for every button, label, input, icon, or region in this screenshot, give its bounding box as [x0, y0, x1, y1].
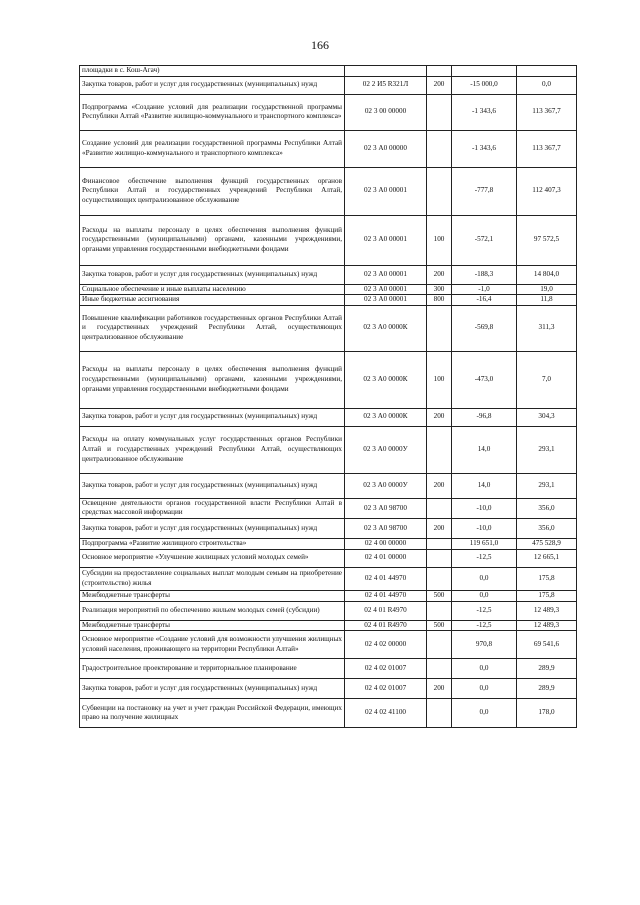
row-vr-code-cell: [427, 66, 452, 77]
table-row: [80, 295, 577, 306]
table-row: [80, 659, 577, 679]
table-row: [80, 631, 577, 659]
row-total-amount-cell: 289,9: [517, 679, 577, 699]
row-name-cell: Подпрограмма «Создание условий для реализации государственной программы Республики Алтай «Развитие жилищно-коммунального и транспортного комплекса»: [80, 94, 345, 130]
row-csr-code-cell: 02 4 02 01007: [345, 679, 427, 699]
row-name-cell: Межбюджетные трансферты: [80, 590, 345, 601]
row-total-amount-cell: 112 407,3: [517, 167, 577, 215]
row-csr-code-cell: 02 3 А0 00000: [345, 130, 427, 167]
row-total-amount-cell: 293,1: [517, 426, 577, 473]
row-name-cell: Повышение квалификации работников государственных органов Республики Алтай и государственных учреждений Республики Алтай, осуществляющих централизованное обслуживание: [80, 305, 345, 351]
row-vr-code-cell: [427, 538, 452, 549]
row-name-cell: Субвенции на постановку на учет и учет граждан Российской Федерации, имеющих право на получение жилищных: [80, 699, 345, 728]
row-csr-code-cell: [345, 66, 427, 77]
row-change-amount-cell: 0,0: [452, 699, 517, 728]
table-row: [80, 567, 577, 590]
row-change-amount-cell: -572,1: [452, 215, 517, 265]
row-name-cell: Реализация мероприятий по обеспечению жильем молодых семей (субсидии): [80, 601, 345, 620]
row-total-amount-cell: 97 572,5: [517, 215, 577, 265]
row-vr-code-cell: 500: [427, 620, 452, 631]
row-name-cell: Освещение деятельности органов государственной власти Республики Алтай в средствах массовой информации: [80, 498, 345, 518]
row-total-amount-cell: 14 804,0: [517, 265, 577, 284]
row-total-amount-cell: 7,0: [517, 351, 577, 408]
table-row: [80, 130, 577, 167]
table-row: [80, 76, 577, 94]
row-vr-code-cell: 200: [427, 679, 452, 699]
row-csr-code-cell: 02 4 01 R4970: [345, 601, 427, 620]
row-vr-code-cell: [427, 631, 452, 659]
row-name-cell: Создание условий для реализации государственной программы Республики Алтай «Развитие жилищно-коммунального и транспортного комплекса»: [80, 130, 345, 167]
row-total-amount-cell: 175,8: [517, 590, 577, 601]
row-vr-code-cell: 200: [427, 408, 452, 426]
table-row: [80, 601, 577, 620]
row-total-amount-cell: 19,0: [517, 284, 577, 295]
row-vr-code-cell: [427, 130, 452, 167]
row-change-amount-cell: -16,4: [452, 295, 517, 306]
row-change-amount-cell: 0,0: [452, 567, 517, 590]
row-csr-code-cell: 02 3 А0 00001: [345, 284, 427, 295]
row-name-cell: Закупка товаров, работ и услуг для государственных (муниципальных) нужд: [80, 518, 345, 538]
row-name-cell: Основное мероприятие «Создание условий для возможности улучшения жилищных условий населения, проживающего на территории Республики Алтай»: [80, 631, 345, 659]
row-name-cell: Закупка товаров, работ и услуг для государственных (муниципальных) нужд: [80, 76, 345, 94]
row-csr-code-cell: 02 3 00 00000: [345, 94, 427, 130]
row-csr-code-cell: 02 4 02 00000: [345, 631, 427, 659]
row-total-amount-cell: 113 367,7: [517, 130, 577, 167]
row-csr-code-cell: 02 3 А0 00001: [345, 265, 427, 284]
row-name-cell: Финансовое обеспечение выполнения функций государственных органов Республики Алтай и государственных учреждений Республики Алтай, осуществляющих централизованное обслуживание: [80, 167, 345, 215]
row-change-amount-cell: 14,0: [452, 426, 517, 473]
row-total-amount-cell: 289,9: [517, 659, 577, 679]
table-row: [80, 549, 577, 567]
row-csr-code-cell: 02 4 01 00000: [345, 549, 427, 567]
row-csr-code-cell: 02 3 А0 0000К: [345, 351, 427, 408]
row-name-cell: Основное мероприятие «Улучшение жилищных условий молодых семей»: [80, 549, 345, 567]
row-csr-code-cell: 02 2 И5 R321Л: [345, 76, 427, 94]
row-csr-code-cell: 02 3 А0 00001: [345, 167, 427, 215]
row-total-amount-cell: 475 528,9: [517, 538, 577, 549]
row-name-cell: Закупка товаров, работ и услуг для государственных (муниципальных) нужд: [80, 408, 345, 426]
table-row: [80, 94, 577, 130]
row-change-amount-cell: -10,0: [452, 518, 517, 538]
page-number: 166: [311, 38, 329, 52]
table-row: [80, 167, 577, 215]
row-change-amount-cell: -1 343,6: [452, 94, 517, 130]
row-change-amount-cell: -188,3: [452, 265, 517, 284]
row-csr-code-cell: 02 3 А0 0000К: [345, 305, 427, 351]
table-row: [80, 473, 577, 498]
row-vr-code-cell: 200: [427, 473, 452, 498]
row-total-amount-cell: 304,3: [517, 408, 577, 426]
row-csr-code-cell: 02 3 А0 0000У: [345, 426, 427, 473]
row-change-amount-cell: -12,5: [452, 601, 517, 620]
row-change-amount-cell: -15 000,0: [452, 76, 517, 94]
row-csr-code-cell: 02 4 01 R4970: [345, 620, 427, 631]
table-row: [80, 66, 577, 77]
row-csr-code-cell: 02 3 А0 98700: [345, 518, 427, 538]
row-vr-code-cell: 800: [427, 295, 452, 306]
row-change-amount-cell: 0,0: [452, 659, 517, 679]
table-row: [80, 679, 577, 699]
row-total-amount-cell: 69 541,6: [517, 631, 577, 659]
table-row: [80, 408, 577, 426]
table-row: [80, 215, 577, 265]
row-change-amount-cell: [452, 66, 517, 77]
row-vr-code-cell: [427, 549, 452, 567]
table-row: [80, 265, 577, 284]
row-total-amount-cell: 12 489,3: [517, 620, 577, 631]
row-name-cell: площадки в с. Кош-Агач): [80, 66, 345, 77]
row-vr-code-cell: [427, 601, 452, 620]
table-row: [80, 620, 577, 631]
row-change-amount-cell: 970,8: [452, 631, 517, 659]
row-change-amount-cell: -1 343,6: [452, 130, 517, 167]
row-csr-code-cell: 02 4 01 44970: [345, 567, 427, 590]
row-csr-code-cell: 02 4 02 01007: [345, 659, 427, 679]
row-change-amount-cell: -569,8: [452, 305, 517, 351]
row-vr-code-cell: [427, 567, 452, 590]
table-row: [80, 538, 577, 549]
row-name-cell: Закупка товаров, работ и услуг для государственных (муниципальных) нужд: [80, 473, 345, 498]
row-total-amount-cell: 356,0: [517, 518, 577, 538]
row-vr-code-cell: [427, 659, 452, 679]
row-vr-code-cell: 200: [427, 518, 452, 538]
row-csr-code-cell: 02 4 00 00000: [345, 538, 427, 549]
table-row: [80, 699, 577, 728]
table-row: [80, 498, 577, 518]
row-name-cell: Закупка товаров, работ и услуг для государственных (муниципальных) нужд: [80, 265, 345, 284]
row-change-amount-cell: -12,5: [452, 620, 517, 631]
row-csr-code-cell: 02 4 01 44970: [345, 590, 427, 601]
row-total-amount-cell: 311,3: [517, 305, 577, 351]
row-csr-code-cell: 02 3 А0 00001: [345, 215, 427, 265]
row-name-cell: Закупка товаров, работ и услуг для государственных (муниципальных) нужд: [80, 679, 345, 699]
row-total-amount-cell: [517, 66, 577, 77]
row-csr-code-cell: 02 4 02 41100: [345, 699, 427, 728]
row-vr-code-cell: [427, 167, 452, 215]
row-name-cell: Расходы на выплаты персоналу в целях обеспечения выполнения функций государственными (муниципальными) органами, казенными учреждениями, органами управления государственными внебюджетными фондами: [80, 351, 345, 408]
row-name-cell: Иные бюджетные ассигнования: [80, 295, 345, 306]
row-name-cell: Субсидии на предоставление социальных выплат молодым семьям на приобретение (строительство) жилья: [80, 567, 345, 590]
row-csr-code-cell: 02 3 А0 0000У: [345, 473, 427, 498]
row-name-cell: Градостроительное проектирование и территориальное планирование: [80, 659, 345, 679]
row-vr-code-cell: 100: [427, 215, 452, 265]
row-change-amount-cell: 119 651,0: [452, 538, 517, 549]
row-total-amount-cell: 12 665,1: [517, 549, 577, 567]
row-total-amount-cell: 113 367,7: [517, 94, 577, 130]
row-csr-code-cell: 02 3 А0 98700: [345, 498, 427, 518]
row-vr-code-cell: [427, 699, 452, 728]
row-vr-code-cell: 200: [427, 265, 452, 284]
table-row: [80, 426, 577, 473]
row-vr-code-cell: 500: [427, 590, 452, 601]
row-total-amount-cell: 175,8: [517, 567, 577, 590]
table-row: [80, 351, 577, 408]
row-vr-code-cell: 200: [427, 76, 452, 94]
row-csr-code-cell: 02 3 А0 00001: [345, 295, 427, 306]
row-vr-code-cell: 100: [427, 351, 452, 408]
row-vr-code-cell: 300: [427, 284, 452, 295]
row-change-amount-cell: 0,0: [452, 679, 517, 699]
row-change-amount-cell: -473,0: [452, 351, 517, 408]
row-total-amount-cell: 0,0: [517, 76, 577, 94]
row-change-amount-cell: 14,0: [452, 473, 517, 498]
budget-table: [79, 65, 577, 728]
row-name-cell: Расходы на оплату коммунальных услуг государственных органов Республики Алтай и государственных учреждений Республики Алтай, осуществляющих централизованное обслуживание: [80, 426, 345, 473]
budget-table-body: [80, 66, 577, 728]
row-change-amount-cell: -777,8: [452, 167, 517, 215]
row-change-amount-cell: -10,0: [452, 498, 517, 518]
row-total-amount-cell: 11,8: [517, 295, 577, 306]
table-row: [80, 284, 577, 295]
row-name-cell: Межбюджетные трансферты: [80, 620, 345, 631]
row-name-cell: Социальное обеспечение и иные выплаты населению: [80, 284, 345, 295]
row-vr-code-cell: [427, 498, 452, 518]
row-total-amount-cell: 12 489,3: [517, 601, 577, 620]
row-vr-code-cell: [427, 94, 452, 130]
row-total-amount-cell: 356,0: [517, 498, 577, 518]
table-row: [80, 305, 577, 351]
table-row: [80, 518, 577, 538]
row-change-amount-cell: 0,0: [452, 590, 517, 601]
row-name-cell: Подпрограмма «Развитие жилищного строительства»: [80, 538, 345, 549]
row-vr-code-cell: [427, 426, 452, 473]
row-total-amount-cell: 178,0: [517, 699, 577, 728]
row-vr-code-cell: [427, 305, 452, 351]
row-change-amount-cell: -96,8: [452, 408, 517, 426]
row-change-amount-cell: -1,0: [452, 284, 517, 295]
table-row: [80, 590, 577, 601]
row-name-cell: Расходы на выплаты персоналу в целях обеспечения выполнения функций государственными (муниципальными) органами, казенными учреждениями, органами управления государственными внебюджетными фондами: [80, 215, 345, 265]
row-total-amount-cell: 293,1: [517, 473, 577, 498]
row-csr-code-cell: 02 3 А0 0000К: [345, 408, 427, 426]
row-change-amount-cell: -12,5: [452, 549, 517, 567]
